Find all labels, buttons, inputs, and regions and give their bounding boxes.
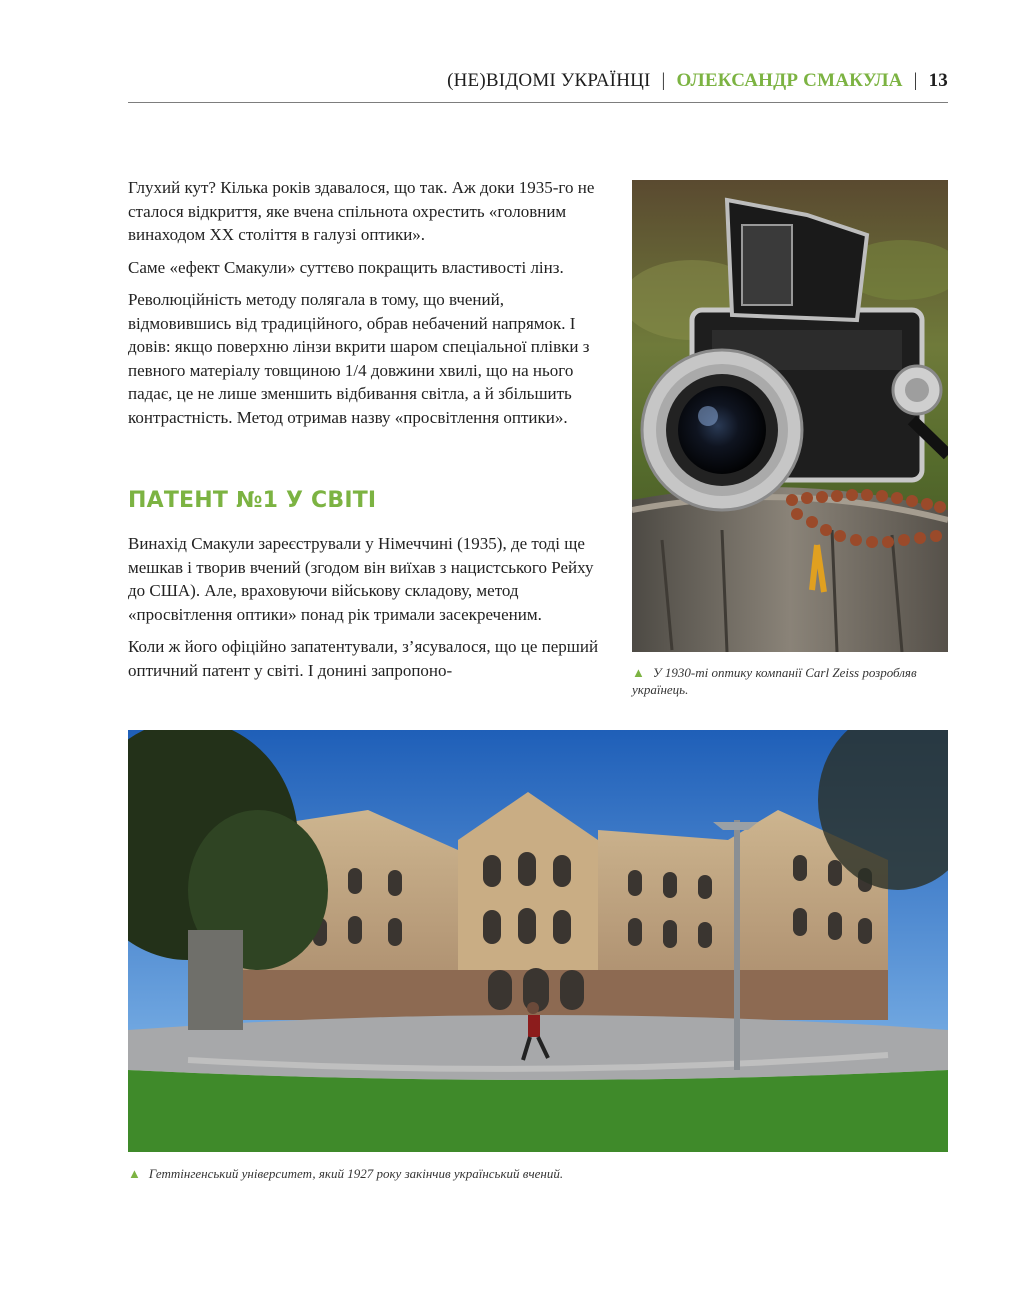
university-photo bbox=[128, 730, 948, 1152]
intro-paragraph: Саме «ефект Смакули» суттєво покращить властивості лінз. bbox=[128, 257, 564, 277]
university-caption bbox=[128, 1165, 948, 1182]
camera-illustration bbox=[632, 180, 948, 652]
camera-caption-text: У 1930-ті оптику компанії Carl Zeiss розробляв українець. bbox=[632, 665, 917, 697]
section-heading: ПАТЕНТ №1 У СВІТІ bbox=[128, 488, 377, 513]
section-paragraph: Коли ж його офіційно запатентували, з’ясувалося, що це перший оптичний патент у світі. І донині запропоно- bbox=[128, 637, 599, 680]
header-author-name: ОЛЕКСАНДР СМАКУЛА bbox=[676, 70, 903, 91]
green-triangle-icon: ▲ bbox=[632, 665, 645, 680]
intro-text-column bbox=[128, 176, 604, 438]
header-rule bbox=[128, 102, 948, 103]
header-separator: | bbox=[661, 70, 666, 91]
camera-photo bbox=[632, 180, 948, 652]
green-triangle-icon: ▲ bbox=[128, 1166, 141, 1181]
camera-caption bbox=[632, 664, 948, 698]
page-number: 13 bbox=[928, 70, 948, 91]
header-separator-2: | bbox=[913, 70, 918, 91]
university-caption-text: Геттінгенський університет, який 1927 року закінчив український вчений. bbox=[148, 1166, 564, 1181]
section-text-column bbox=[128, 532, 604, 691]
header-section-title: (НЕ)ВІДОМІ УКРАЇНЦІ bbox=[447, 70, 651, 91]
university-illustration bbox=[128, 730, 948, 1152]
intro-paragraph: Революційність методу полягала в тому, що вчений, відмовившись від традиційного, обрав небачений напрямок. І довів: якщо поверхню лінзи вкрити шаром спеціальної плівки з певного матеріалу товщиною 1/4 довжини хвилі, що на нього падає, це не лише зменшить відбивання світла, а й збільшить контрастність. Метод отримав назву «просвітлення оптики». bbox=[128, 290, 590, 427]
section-paragraph: Винахід Смакули зареєстрували у Німеччині (1935), де тоді ще мешкав і творив вчений (згодом він виїхав з нацистського Рейху до США). Але, враховуючи військову складову, метод «просвітлення оптики» понад рік тримали засекреченим. bbox=[128, 534, 594, 624]
running-header bbox=[128, 68, 948, 102]
intro-paragraph: Глухий кут? Кілька років здавалося, що так. Аж доки 1935-го не сталося відкриття, яке вчена спільнота охрестить «головним винаходом XX століття в галузі оптики». bbox=[128, 178, 595, 244]
